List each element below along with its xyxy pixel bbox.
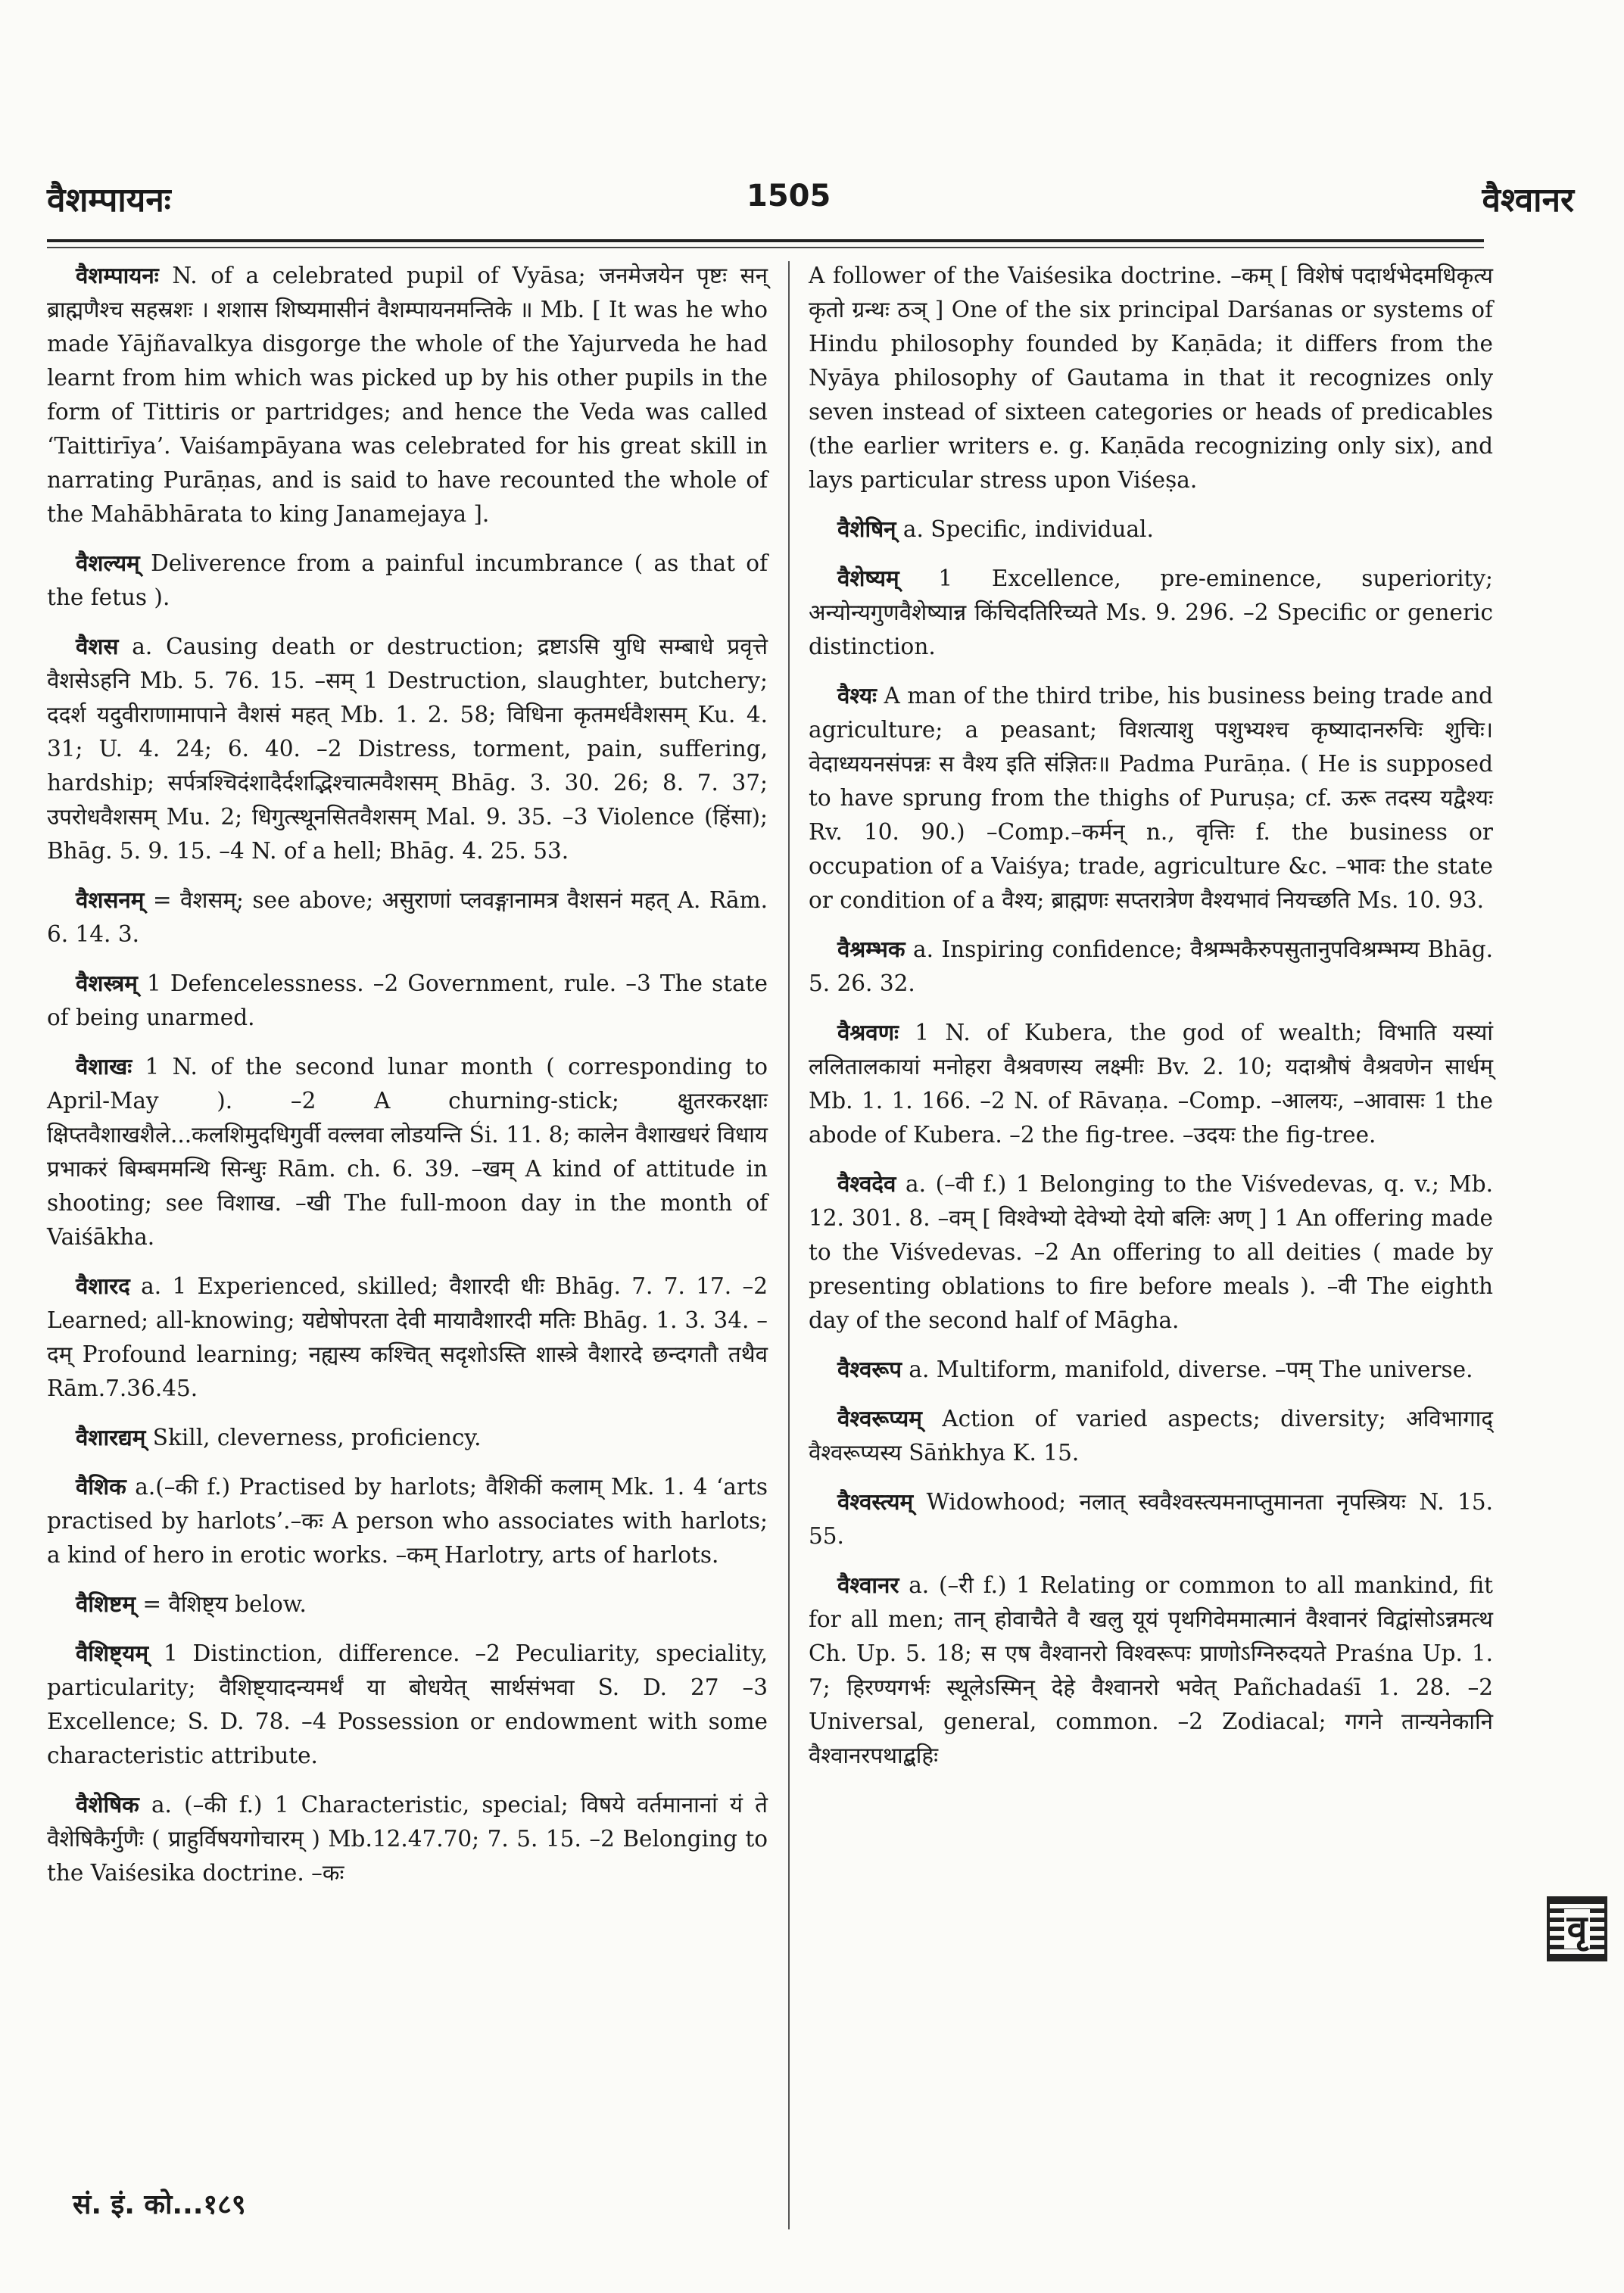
entry-headword: वैश्रम्भक [837,936,906,962]
entry-headword: वैशेष्यम् [837,565,899,591]
dictionary-entry [809,1569,1493,1773]
dictionary-entry [809,933,1493,1001]
entry-definition: 1 Defencelessness. –2 Government, rule. –3 The state of being unarmed. [47,970,768,1030]
entry-headword: वैशारद्यम् [76,1425,146,1450]
dictionary-entry [809,1353,1493,1387]
entry-headword: वैशस्त्रम् [76,970,138,996]
entry-headword: वैशेषिन् [837,516,896,542]
thumb-index-letter: वृ [1564,1909,1591,1949]
dictionary-entry [47,630,768,868]
dictionary-entry [47,1788,768,1890]
dictionary-entry [47,1470,768,1572]
entry-headword: वैशिष्टम् [76,1591,136,1617]
entry-definition: A follower of the Vaiśesika doctrine. –कम् [ विशेषं पदार्थभेदमधिकृत्य कृतो ग्रन्थः ठञ् ] One of the six principal Darśanas or systems of Hindu philosophy founded by Kaṇāda; it differs from the Nyāya philosophy of Gautama in that it recognizes only seven instead of sixteen categories or heads of predicables (the earlier writers e. g. Kaṇāda recognizing only six), and lays particular stress upon Viśeṣa. [809,263,1493,493]
entry-headword: वैश्वदेव [837,1171,896,1197]
column-divider [788,261,790,2229]
header-rule-thin [47,247,1484,248]
dictionary-entry [809,1167,1493,1338]
entry-headword: वैश्यः [837,683,877,709]
entry-headword: वैश्वस्त्यम् [837,1489,914,1515]
entry-definition: = वैशसम्; see above; असुराणां प्लवङ्गानामत्र वैशसनं महत् A. Rām. 6. 14. 3. [47,887,768,947]
dictionary-entry [47,259,768,531]
header-left-headword: वैशम्पायनः [47,181,171,220]
entry-definition: a. Causing death or destruction; द्रष्टाऽसि युधि सम्बाधे प्रवृत्ते वैशसेऽहनि Mb. 5. 76. 15. –सम् 1 Destruction, slaughter, butchery; ददर्श यदुवीराणामापाने वैशसं महत् Mb. 1. 2. 58; विधिना कृतमर्धवैशसम् Ku. 4. 31; U. 4. 24; 6. 40. –2 Distress, torment, pain, suffering, hardship; सर्पत्रश्चिदंशादैर्दशद्भिश्चात्मवैशसम् Bhāg. 3. 30. 26; 8. 7. 37; उपरोधवैशसम् Mu. 2; धिगुत्स्थूनसितवैशसम् Mal. 9. 35. –3 Violence (हिंसा); Bhāg. 5. 9. 15. –4 N. of a hell; Bhāg. 4. 25. 53. [47,634,768,864]
entry-headword: वैशसनम् [76,887,145,913]
entry-definition: Skill, cleverness, proficiency. [145,1425,482,1450]
entry-definition: Widowhood; नलात् स्ववैश्वस्त्यमनाप्तुमानता नृपस्त्रियः N. 15. 55. [809,1489,1493,1549]
dictionary-entry [809,259,1493,497]
entry-definition: 1 N. of Kubera, the god of wealth; विभाति यस्यां ललितालकायां मनोहरा वैश्रवणस्य लक्ष्मीः Bv. 2. 10; यदाश्रौषं वैश्रवणेन सार्धम् Mb. 1. 1. 166. –2 N. of Rāvaṇa. –Comp. –आलयः, –आवासः 1 the abode of Kubera. –2 the fig-tree. –उदयः the fig-tree. [809,1020,1493,1148]
dictionary-entry [809,1016,1493,1152]
dictionary-entry [809,1485,1493,1553]
entry-headword: वैश्वरूप [837,1357,902,1382]
entry-headword: वैशल्यम् [76,550,140,576]
dictionary-entry [809,562,1493,664]
entry-definition: 1 N. of the second lunar month ( corresponding to April-May ). –2 A churning-stick; क्षुतरकरक्षाः क्षिप्तवैशाखशैले...कलशिमुदधिगुर्वी वल्लवा लोडयन्ति Śi. 11. 8; कालेन वैशाखधरं विधाय प्रभाकरं बिम्बममन्थि सिन्धुः Rām. ch. 6. 39. –खम् A kind of attitude in shooting; see विशाख. –खी The full-moon day in the month of Vaiśākha. [47,1054,768,1250]
entry-definition: A man of the third tribe, his business being trade and agriculture; a peasant; विशत्याशु पशुभ्यश्च कृष्यादानरुचिः शुचिः। वेदाध्ययनसंपन्नः स वैश्य इति संज्ञितः॥ Padma Purāṇa. ( He is supposed to have sprung from the thighs of Puruṣa; cf. ऊरू तदस्य यद्वैश्यः Rv. 10. 90.) –Comp.–कर्मन् n., वृत्तिः f. the business or occupation of a Vaiśya; trade, agriculture &c. –भावः the state or condition of a वैश्य; ब्राह्मणः सप्तरात्रेण वैश्यभावं नियच्छति Ms. 10. 93. [809,683,1493,913]
entry-headword: वैशेषिक [76,1792,139,1818]
dictionary-entry [47,1587,768,1622]
entry-headword: वैशाखः [76,1054,132,1080]
dictionary-entry [47,1421,768,1455]
header-right-headword: वैश्वानर [1482,181,1574,220]
entry-definition: a. (–री f.) 1 Relating or common to all mankind, fit for all men; तान् होवाचैते वै खलु यूयं पृथगिवेममात्मानं वैश्वानरं विद्वांसोऽन्नमत्थ Ch. Up. 5. 18; स एष वैश्वानरो विश्वरूपः प्राणोऽग्निरुदयते Praśna Up. 1. 7; हिरण्यगर्भः स्थूलेऽस्मिन् देहे वैश्वानरो भवेत् Pañchadaśī 1. 28. –2 Universal, general, common. –2 Zodiacal; गगने तान्यनेकानि वैश्वानरपथाद्बहिः [809,1572,1493,1768]
entry-definition: a. (–वी f.) 1 Belonging to the Viśvedevas, q. v.; Mb. 12. 301. 8. –वम् [ विश्वेभ्यो देवेभ्यो देयो बलिः अण् ] 1 An offering made to the Viśvedevas. –2 An offering to all deities ( made by presenting oblations to fire before meals ). –वी The eighth day of the second half of Māgha. [809,1171,1493,1333]
entry-headword: वैशम्पायनः [76,263,159,288]
entry-headword: वैश्वानर [837,1572,899,1598]
thumb-index-tab [1547,1896,1607,1961]
dictionary-entry [809,679,1493,918]
header-rule-thick [47,239,1484,242]
entry-definition: a. Multiform, manifold, diverse. –पम् The universe. [902,1357,1473,1382]
entry-headword: वैशारद [76,1273,130,1299]
entry-headword: वैशस [76,634,119,659]
entry-headword: वैश्वरूप्यम् [837,1406,922,1432]
dictionary-entry [809,1402,1493,1470]
entry-definition: Deliverence from a painful incumbrance ( as that of the fetus ). [47,550,768,610]
entry-headword: वैशिक [76,1474,126,1500]
dictionary-entry [47,1637,768,1773]
entry-definition: N. of a celebrated pupil of Vyāsa; जनमेजयेन पृष्टः सन् ब्राह्मणैश्च सहस्रशः । शशास शिष्यमासीनं वैशम्पायनमन्तिके ॥ Mb. [ It was he who made Yājñavalkya disgorge the whole of the Yajurveda he had learnt from him which was picked up by his other pupils in the form of Tittiris or partridges; and hence the Veda was called ‘Taittirīya’. Vaiśampāyana was celebrated for his great skill in narrating Purāṇas, and is said to have recounted the whole of the Mahābhārata to king Janamejaya ]. [47,263,768,527]
entry-definition: a. Inspiring confidence; वैश्रम्भकैरुपसुतानुपविश्रम्भम्य Bhāg. 5. 26. 32. [809,936,1493,996]
dictionary-entry [47,1270,768,1406]
entry-definition: a. (–की f.) 1 Characteristic, special; विषये वर्तमानानां यं ते वैशेषिकैर्गुणैः ( प्राहुर्विषयगोचारम् ) Mb.12.47.70; 7. 5. 15. –2 Belonging to the Vaiśesika doctrine. –कः [47,1792,768,1886]
entry-definition: a. 1 Experienced, skilled; वैशारदी धीः Bhāg. 7. 7. 17. –2 Learned; all-knowing; यद्येषोपरता देवी मायावैशारदी मतिः Bhāg. 1. 3. 34. –दम् Profound learning; नह्यस्य कश्चित् सदृशोऽस्ति शास्त्रे वैशारदे छन्दगतौ तथैव Rām.7.36.45. [47,1273,768,1401]
dictionary-entry [47,883,768,952]
entry-definition: a. Specific, individual. [896,516,1154,542]
entry-definition: 1 Distinction, difference. –2 Peculiarity, speciality, particularity; वैशिष्ट्यादन्यमर्थं या बोधयेत् सार्थसंभवा S. D. 27 –3 Excellence; S. D. 78. –4 Possession or endowment with some characteristic attribute. [47,1640,768,1768]
left-column [47,259,768,1905]
dictionary-entry [47,1050,768,1254]
entry-headword: वैशिष्ट्यम् [76,1640,149,1666]
dictionary-entry [47,967,768,1035]
entry-definition: = वैशिष्ट्य below. [135,1591,307,1617]
entry-headword: वैश्रवणः [837,1020,899,1045]
dictionary-entry [47,547,768,615]
entry-definition: Action of varied aspects; diversity; अविभागाद् वैश्वरूप्यस्य Sāṅkhya K. 15. [809,1406,1493,1466]
page-number: 1505 [747,179,831,213]
signature-mark: सं. इं. को...१८९ [73,2189,246,2220]
entry-definition: a.(–की f.) Practised by harlots; वैशिकीं कलाम् Mk. 1. 4 ‘arts practised by harlots’.–कः A person who associates with harlots; a kind of hero in erotic works. –कम् Harlotry, arts of harlots. [47,1474,768,1568]
dictionary-entry [809,512,1493,547]
page-header [0,0,1624,250]
entry-definition: 1 Excellence, pre-eminence, superiority; अन्योन्यगुणवैशेष्यान्न किंचिदतिरिच्यते Ms. 9. 296. –2 Specific or generic distinction. [809,565,1493,659]
right-column [809,259,1493,1788]
